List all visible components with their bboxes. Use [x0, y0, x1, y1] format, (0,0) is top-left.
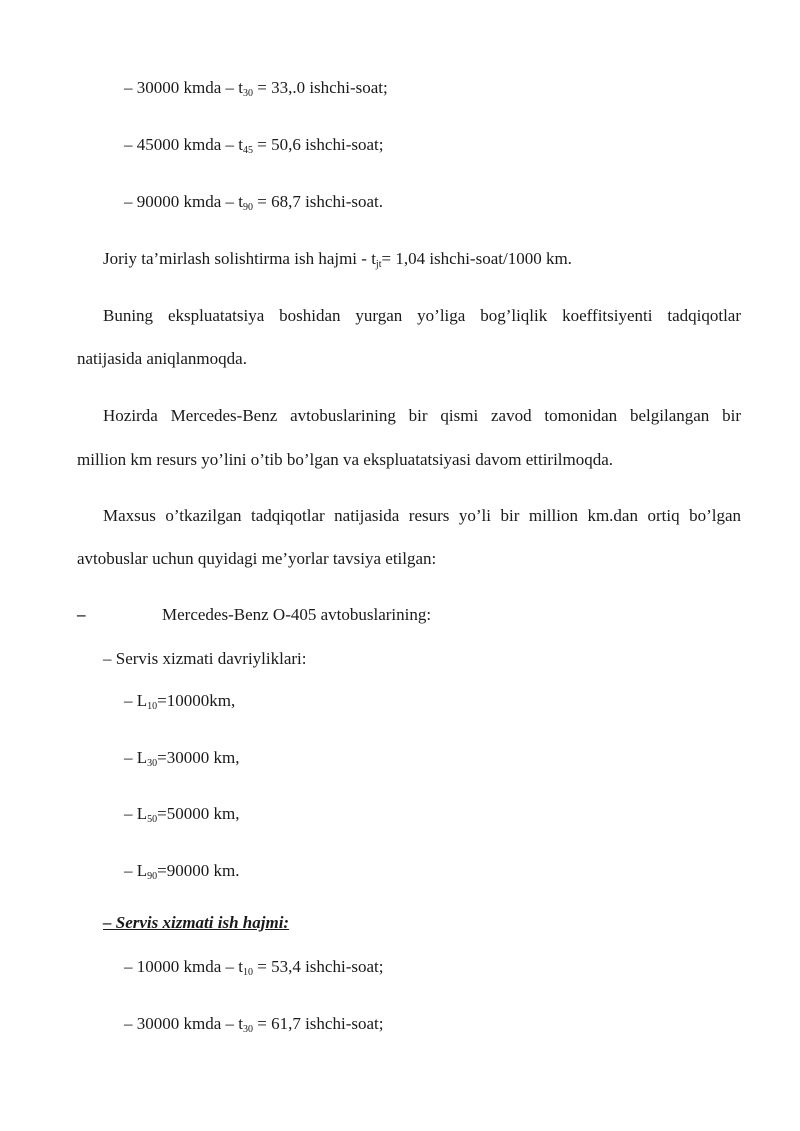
work-time-45000-line	[124, 135, 383, 161]
subscript: 30	[147, 758, 158, 769]
paragraph-coefficient-line1: Buning ekspluatatsiya boshidan yurgan yo’liga bog’liqlik koeffitsiyenti tadqiqotlar	[103, 306, 741, 325]
text: = 50,6 ishchi-soat;	[253, 135, 384, 154]
text: =50000 km,	[157, 804, 240, 823]
service-workload-heading: – Servis xizmati ish hajmi:	[103, 913, 290, 932]
text: – 90000 kmda – t	[124, 192, 243, 211]
work-time-90000-line	[124, 192, 383, 218]
text: = 61,7 ishchi-soat;	[253, 1014, 384, 1033]
text: =10000km,	[157, 691, 236, 710]
subscript: 10	[147, 701, 158, 712]
interval-l10-line	[124, 691, 235, 717]
text: = 53,4 ishchi-soat;	[253, 957, 384, 976]
paragraph-research-line1: Maxsus o’tkazilgan tadqiqotlar natijasida resurs yo’li bir million km.dan ortiq bo’lgan	[103, 506, 741, 525]
subscript: 50	[147, 814, 158, 825]
interval-l50-line	[124, 804, 239, 830]
bullet-dash: –	[77, 605, 86, 624]
subscript: 30	[243, 88, 253, 99]
text: – L	[124, 861, 148, 880]
paragraph-resource-line1: Hozirda Mercedes-Benz avtobuslarining bir qismi zavod tomonidan belgilangan bir	[103, 406, 741, 425]
subscript: 10	[243, 967, 253, 978]
interval-l30-line	[124, 748, 239, 774]
subscript: jt	[375, 259, 382, 270]
work-time-30000-line	[124, 78, 388, 104]
text: =30000 km,	[157, 748, 240, 767]
text: – 45000 kmda – t	[124, 135, 243, 154]
subscript: 30	[243, 1024, 253, 1035]
text: Joriy ta’mirlash solishtirma ish hajmi - t	[103, 249, 376, 268]
current-repair-line	[103, 249, 572, 275]
text: – 30000 kmda – t	[124, 1014, 243, 1033]
text: – 10000 kmda – t	[124, 957, 243, 976]
paragraph-coefficient-line2: natijasida aniqlanmoqda.	[77, 349, 247, 368]
text: – L	[124, 691, 148, 710]
subscript: 90	[147, 871, 158, 882]
text: = 33,.0 ishchi-soat;	[253, 78, 388, 97]
text: = 68,7 ishchi-soat.	[253, 192, 383, 211]
service-intervals-heading: – Servis xizmati davriyliklari:	[103, 649, 307, 668]
work-time-10000-line	[124, 957, 383, 983]
subscript: 90	[243, 202, 253, 213]
paragraph-research-line2: avtobuslar uchun quyidagi me’yorlar tavsiya etilgan:	[77, 549, 437, 568]
bullet-heading: Mercedes-Benz O-405 avtobuslarining:	[162, 605, 432, 624]
text: – L	[124, 748, 148, 767]
work-time-30000-line-2	[124, 1014, 383, 1040]
text: =90000 km.	[157, 861, 240, 880]
text: – L	[124, 804, 148, 823]
text: – 30000 kmda – t	[124, 78, 243, 97]
subscript: 45	[243, 145, 253, 156]
text: = 1,04 ishchi-soat/1000 km.	[381, 249, 572, 268]
interval-l90-line	[124, 861, 239, 887]
paragraph-resource-line2: million km resurs yo’lini o’tib bo’lgan va ekspluatatsiyasi davom ettirilmoqda.	[77, 450, 614, 469]
